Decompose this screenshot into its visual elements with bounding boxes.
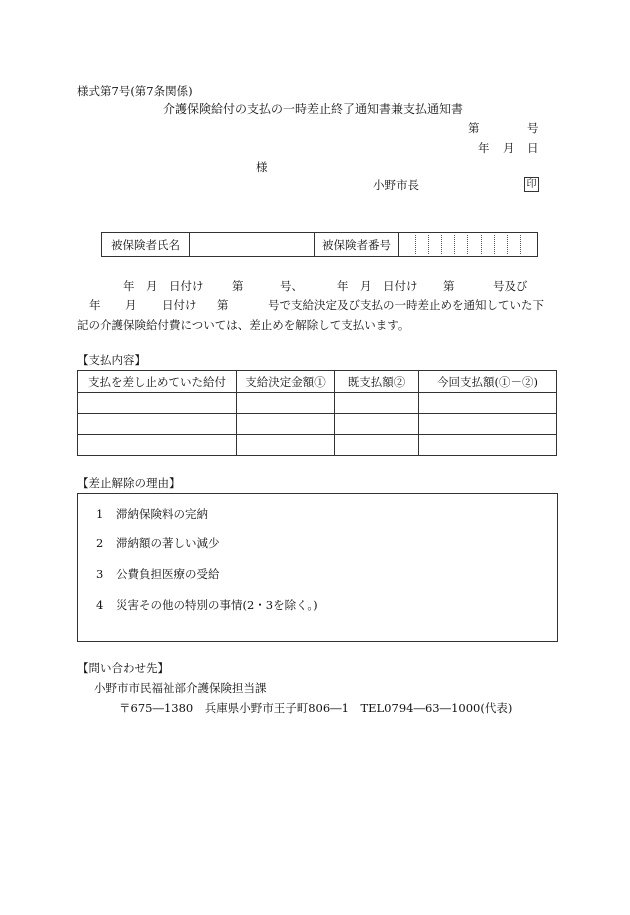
number-dai: 第: [468, 121, 480, 135]
addressee-suffix: 様: [256, 160, 268, 174]
reason-heading: 【差止解除の理由】: [77, 476, 181, 490]
list-item: 1 滞納保険料の完納: [96, 507, 208, 521]
table-row: [78, 393, 557, 414]
table-row: [78, 435, 557, 456]
payment-col-header: 今回支払額(①－②): [419, 371, 557, 393]
contact-department: 小野市市民福祉部介護保険担当課: [94, 681, 267, 695]
contact-heading: 【問い合わせ先】: [77, 661, 169, 675]
insured-info-table: [101, 232, 538, 257]
date-day: 日: [527, 141, 539, 155]
seal-stamp: 印: [524, 177, 539, 192]
insured-number-label: 被保険者番号: [315, 233, 399, 257]
date-year: 年: [478, 141, 490, 155]
form-label: 様式第7号(第7条関係): [77, 84, 193, 98]
table-row: [78, 414, 557, 435]
contact-address: 〒675―1380 兵庫県小野市王子町806―1 TEL0794―63―1000(代表): [119, 701, 513, 715]
payment-col-header: 既支払額②: [335, 371, 419, 393]
document-title: 介護保険給付の支払の一時差止終了通知書兼支払通知書: [163, 102, 464, 116]
list-item: 4 災害その他の特別の事情(2・3を除く。): [96, 598, 318, 612]
insured-name-label: 被保険者氏名: [102, 233, 190, 257]
issuer-name: 小野市長: [373, 178, 419, 192]
insured-number-value: [399, 233, 538, 257]
number-go: 号: [527, 121, 539, 135]
reason-box: [77, 493, 558, 642]
date-month: 月: [503, 141, 515, 155]
payment-heading: 【支払内容】: [77, 353, 146, 367]
list-item: 2 滞納額の著しい減少: [96, 536, 220, 550]
payment-table: [77, 370, 557, 456]
list-item: 3 公費負担医療の受給: [96, 567, 220, 581]
insured-name-value: [190, 233, 315, 257]
payment-col-header: 支払を差し止めていた給付: [78, 371, 237, 393]
payment-col-header: 支給決定金額①: [237, 371, 335, 393]
